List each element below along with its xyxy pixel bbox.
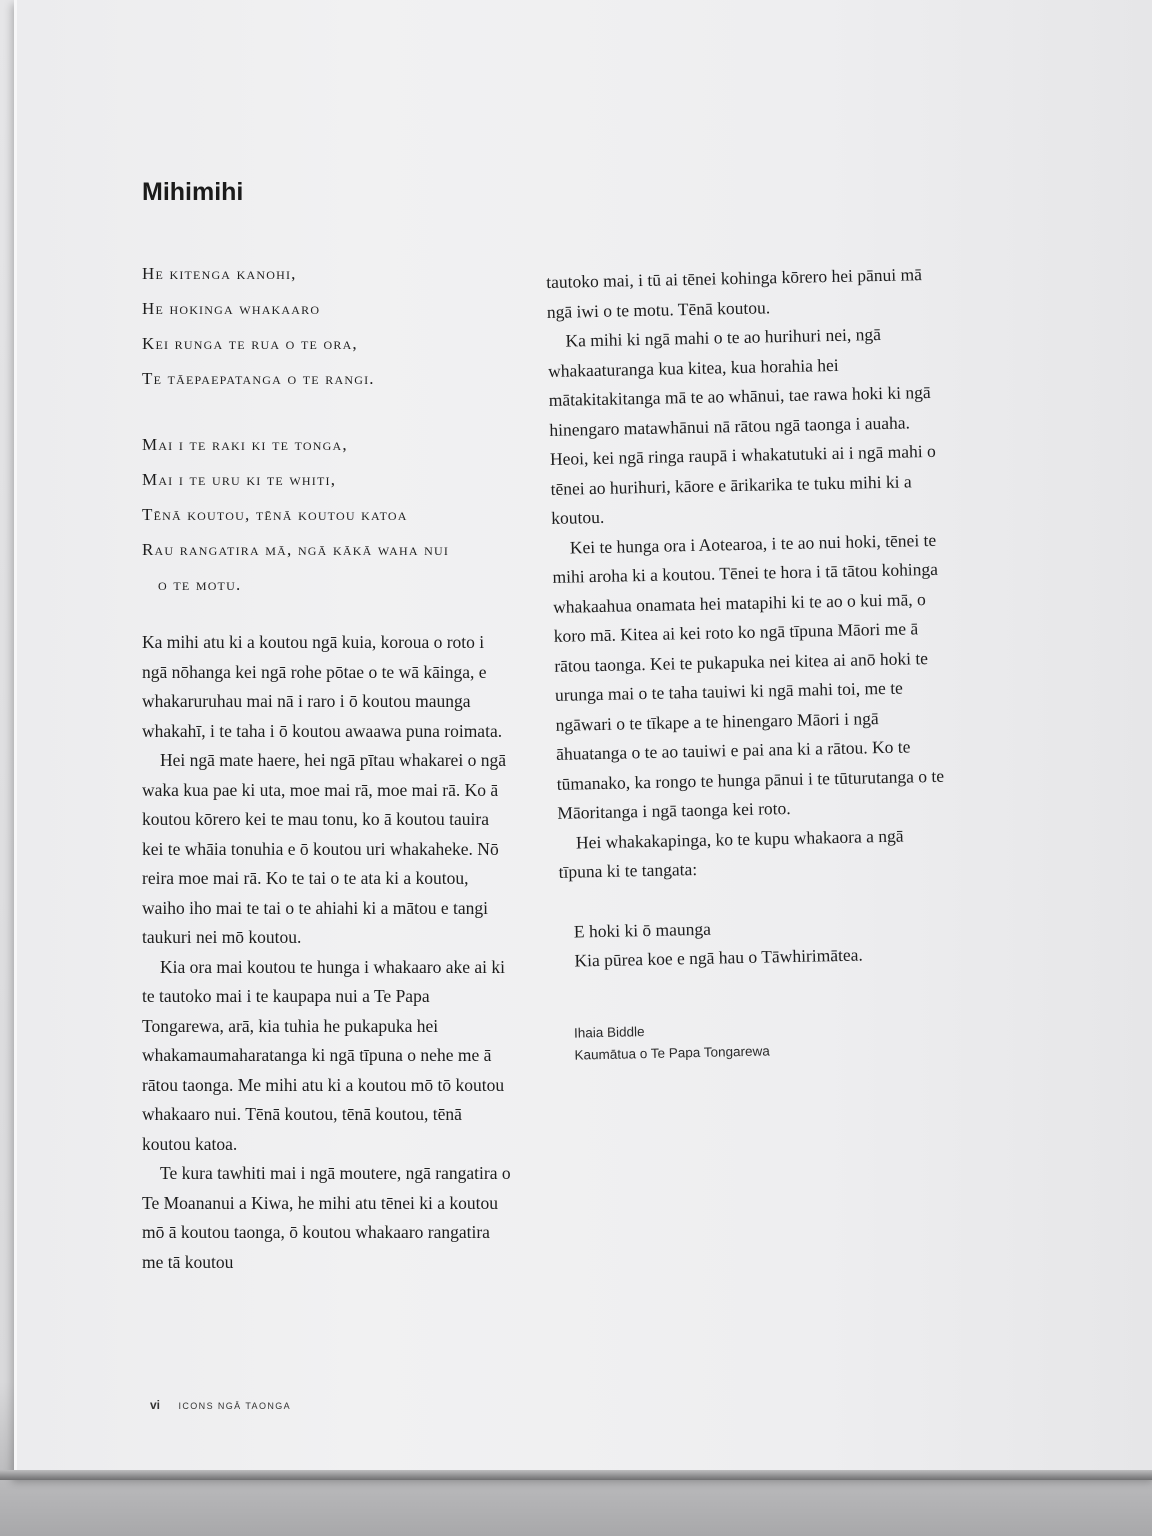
paragraph: Ka mihi ki ngā mahi o te ao hurihuri nei, ngā whakaaturanga kua kitea, kua horahia hei mātakitakitanga mā te ao whānui, tae rawa hoki ki ngā hinengaro matawhānui nā rātou ngā taonga i auaha. Heoi, kei ngā ringa raupā i whakatutuki ai i ngā mahi o tēnei ao hurihuri, kāore e ārikarika te tuku mihi ki a koutou. <box>547 324 936 528</box>
poem-line: Mai i te uru ki te whiti, <box>142 470 337 489</box>
paragraph: Kia ora mai koutou te hunga i whakaaro ake ai ki te tautoko mai i te kaupapa nui a Te Papa Tongarewa, arā, kia tuhia he pukapuka hei whakamaumaharatanga ki ngā tīpuna o nehe me ā rātou taonga. Me mihi atu ki a koutou mō tō koutou whakaaro nui. Tēnā koutou, tēnā koutou, tēnā koutou katoa. <box>142 956 506 1154</box>
signature <box>562 1014 953 1066</box>
closing-quote <box>560 909 951 976</box>
left-column <box>142 256 512 1277</box>
quote-line: E hoki ki ō maunga <box>573 918 712 942</box>
paragraph: Te kura tawhiti mai i ngā moutere, ngā rangatira o Te Moananui a Kiwa, he mihi atu tēnei ki a koutou mō ā koutou taonga, ō koutou whakaaro rangatira me tā koutou <box>142 1163 511 1272</box>
page-footer <box>150 1396 291 1414</box>
right-prose <box>546 260 949 888</box>
poem-line: Te tāepaepatanga o te rangi. <box>142 369 375 388</box>
left-prose <box>142 628 512 1277</box>
poem-line: Kei runga te rua o te ora, <box>142 334 358 353</box>
paragraph: tautoko mai, i tū ai tēnei kohinga kōrero hei pānui mā ngā iwi o te motu. Tēnā koutou. <box>546 264 923 322</box>
poem-line: He hokinga whakaaro <box>142 299 321 318</box>
signature-role: Kaumātua o Te Papa Tongarewa <box>574 1042 770 1063</box>
poem-line: Rau rangatira mā, ngā kākā waha nui <box>142 540 450 559</box>
running-title: ICONS NGĀ TAONGA <box>178 1401 292 1411</box>
poem-stanza-1 <box>142 256 512 396</box>
page-number: vi <box>150 1398 161 1412</box>
spacer <box>142 602 512 628</box>
poem-line: Tēnā koutou, tēnā koutou katoa <box>142 505 408 524</box>
poem-line: o te motu. <box>158 575 242 594</box>
page-edge <box>0 1470 1152 1480</box>
page-title: Mihimihi <box>142 178 244 206</box>
poem-stanza-2 <box>142 427 512 602</box>
signature-name: Ihaia Biddle <box>573 1023 645 1041</box>
paragraph: Hei ngā mate haere, hei ngā pītau whakarei o ngā waka kua pae ki uta, moe mai rā, moe mai rā. Ko ā koutou kōrero kei te mau tonu, ko ā koutou tauira kei te whāia tonuhia e ō koutou uri whakaheke. Nō reira moe mai rā. Ko te tai o te ata ki a koutou, waiho iho mai te tai o te ahiahi ki a mātou e tangi taukuri nei mō koutou. <box>142 750 506 947</box>
quote-line: Kia pūrea koe e ngā hau o Tāwhirimātea. <box>574 944 863 971</box>
poem-line: He kitenga kanohi, <box>142 264 297 283</box>
poem-line: Mai i te raki ki te tonga, <box>142 435 348 454</box>
paragraph: Hei whakakapinga, ko te kupu whakaora a ngā tīpuna ki te tangata: <box>558 825 904 882</box>
spacer <box>142 396 512 427</box>
paragraph: Kei te hunga ora i Aotearoa, i te ao nui hoki, tēnei te mihi aroha ki a koutou. Tēnei te hora i tā tātou kohinga whakaahua onamata hei matapihi ki te ao o kui mā, o koro mā. Kitea ai kei roto ko ngā tīpuna Māori me ā rātou taonga. Kei te pukapuka nei kitea ai anō hoki te urunga mai o te taha tauiwi ki ngā mahi toi, me te ngāwari o te tīkape a te hinengaro Māori i ngā āhuatanga o te ao tauiwi e pai ana ki a rātou. Ko te tūmanako, ka rongo te hunga pānui i te tūturutanga o te Māoritanga i ngā taonga kei roto. <box>552 529 945 823</box>
paragraph: Ka mihi atu ki a koutou ngā kuia, koroua o roto i ngā nōhanga kei ngā rohe pōtae o te wā kāinga, e whakaruruhau mai nā i raro i ō koutou maunga whakahī, i te taha i ō koutou awaawa puna roimata. <box>142 632 503 741</box>
right-column <box>546 260 953 1066</box>
